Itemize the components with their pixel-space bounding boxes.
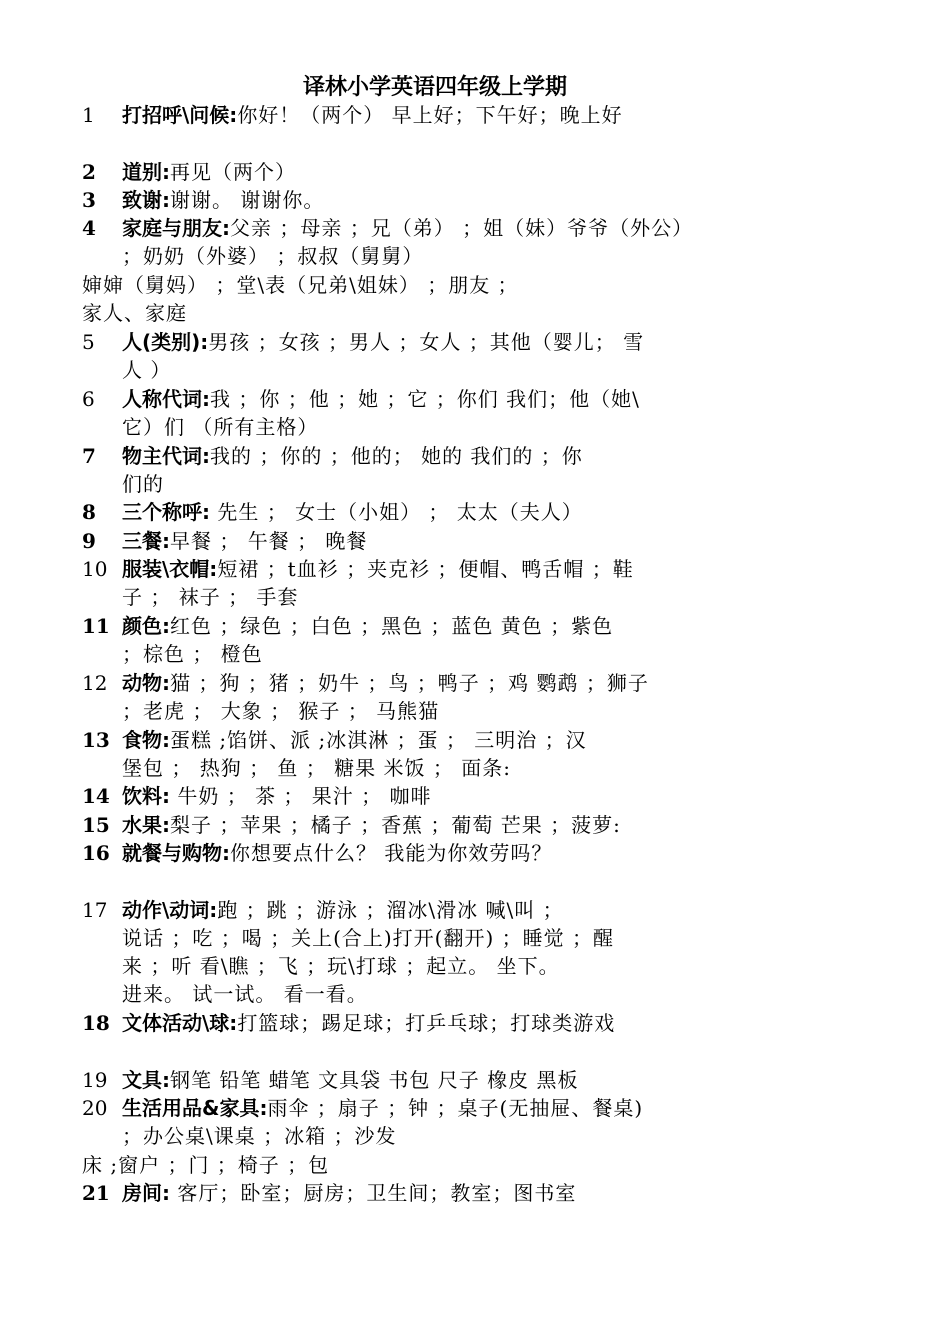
item-number: 19 [82, 1068, 108, 1092]
list-item [82, 811, 792, 839]
item-number: 1 [82, 103, 95, 127]
item-content: 短裙 ；t血衫 ；夹克衫 ；便帽、鸭舌帽 ；鞋 [217, 557, 634, 581]
item-number: 6 [82, 387, 95, 411]
item-label: 三个称呼: [122, 500, 210, 524]
item-number: 4 [82, 216, 96, 240]
item-number: 21 [82, 1181, 110, 1205]
item-content-continued: ；棕色 ； 橙色 [122, 642, 263, 666]
item-content: 男孩 ；女孩 ；男人 ；女人 ；其他（婴儿； 雪 [208, 330, 645, 354]
item-label: 道别: [122, 160, 170, 184]
item-content: 钢笔 铅笔 蜡笔 文具袋 书包 尺子 橡皮 黑板 [170, 1068, 579, 1092]
item-number: 11 [82, 614, 110, 638]
list-item [82, 782, 792, 810]
item-number: 10 [82, 557, 108, 581]
item-content: 我 ；你 ；他 ；她 ；它 ；你们 我们；他（她\ [210, 387, 640, 411]
item-label: 家庭与朋友: [122, 216, 230, 240]
item-label: 服装\衣帽: [122, 557, 218, 581]
item-content: 蛋糕 ;馅饼、派 ;冰淇淋 ；蛋 ； 三明治 ；汉 [170, 728, 587, 752]
item-number: 14 [82, 784, 110, 808]
item-label: 动作\动词: [122, 898, 218, 922]
page-title: 译林小学英语四年级上学期 [302, 75, 567, 100]
item-label: 三餐: [122, 529, 170, 553]
list-item [82, 101, 792, 129]
item-number: 18 [82, 1011, 110, 1035]
list-item [82, 1066, 792, 1094]
list-item [82, 385, 792, 441]
item-content: 红色 ；绿色 ；白色 ；黑色 ；蓝色 黄色 ；紫色 [170, 614, 614, 638]
item-number: 15 [82, 813, 110, 837]
item-label: 水果: [122, 813, 170, 837]
item-content-continued: ；奶奶（外婆） ；叔叔（舅舅） [122, 244, 424, 268]
item-number: 17 [82, 898, 108, 922]
item-content: 客厅；卧室；厨房；卫生间；教室；图书室 [170, 1181, 577, 1205]
continuation-line: 婶婶（舅妈） ；堂\表（兄弟\姐妹） ；朋友 ； [82, 273, 519, 297]
item-number: 5 [82, 330, 95, 354]
item-content: 父亲 ；母亲 ；兄（弟） ；姐（妹）爷爷（外公） [230, 216, 694, 240]
item-content-continued: 堡包 ； 热狗 ； 鱼 ； 糖果 米饭 ； 面条: [122, 756, 511, 780]
item-number: 12 [82, 671, 108, 695]
list-item [82, 726, 792, 782]
item-content: 先生 ； 女士（小姐） ； 太太（夫人） [210, 500, 583, 524]
list-item [82, 158, 792, 186]
item-content: 梨子 ；苹果 ；橘子 ；香蕉 ；葡萄 芒果 ；菠萝: [170, 813, 621, 837]
item-content: 跑 ；跳 ；游泳 ；溜冰\滑冰 喊\叫 ； [217, 898, 564, 922]
item-content: 你好！（两个） 早上好；下午好；晚上好 [237, 103, 623, 127]
list-item [82, 442, 792, 498]
item-number: 16 [82, 841, 110, 865]
item-content: 再见（两个） [170, 160, 296, 184]
item-label: 房间: [122, 1181, 170, 1205]
item-number: 20 [82, 1096, 108, 1120]
item-label: 饮料: [122, 784, 170, 808]
item-content: 雨伞 ；扇子 ；钟 ；桌子(无抽屉、餐桌) [267, 1096, 644, 1120]
item-label: 人(类别): [122, 330, 209, 354]
item-number: 2 [82, 160, 96, 184]
continuation-line: 床 ;窗户 ；门 ；椅子 ；包 [82, 1153, 330, 1177]
item-label: 物主代词: [122, 444, 210, 468]
item-content: 我的 ；你的 ；他的； 她的 我们的 ；你 [210, 444, 583, 468]
item-content-continued: ；办公桌\课桌 ；冰箱 ；沙发 [122, 1124, 397, 1148]
list-item [82, 214, 792, 270]
list-item [82, 186, 792, 214]
item-number: 13 [82, 728, 110, 752]
list-item [82, 669, 792, 725]
item-content: 牛奶 ； 茶 ； 果汁 ； 咖啡 [170, 784, 432, 808]
item-content: 早餐 ； 午餐 ； 晚餐 [170, 529, 368, 553]
item-content-continued: 它）们 （所有主格） [122, 415, 319, 439]
item-label: 文具: [122, 1068, 170, 1092]
list-item [82, 555, 792, 611]
item-label: 人称代词: [122, 387, 210, 411]
item-content: 打篮球；踢足球；打乒乓球；打球类游戏 [237, 1011, 616, 1035]
item-content-continued: 来 ；听 看\瞧 ；飞 ；玩\打球 ；起立。 坐下。 [122, 954, 560, 978]
item-number: 9 [82, 529, 96, 553]
item-content-continued: 进来。 试一试。 看一看。 [122, 982, 368, 1006]
item-content-continued: ；老虎 ； 大象 ； 猴子 ； 马熊猫 [122, 699, 440, 723]
item-label: 颜色: [122, 614, 170, 638]
list-item [82, 1009, 792, 1037]
continuation-line: 家人、家庭 [82, 301, 187, 325]
item-content-continued: 们的 [122, 472, 164, 496]
list-item [82, 527, 792, 555]
item-label: 打招呼\问候: [122, 103, 238, 127]
item-content: 猫 ；狗 ；猪 ；奶牛 ；鸟 ；鸭子 ；鸡 鹦鹉 ；狮子 [170, 671, 649, 695]
list-item [82, 328, 792, 384]
item-label: 生活用品&家具: [122, 1096, 268, 1120]
list-item [82, 1094, 792, 1150]
item-content: 谢谢。 谢谢你。 [170, 188, 325, 212]
list-item [82, 612, 792, 668]
item-content-continued: 说话 ；吃 ；喝 ；关上(合上)打开(翻开) ；睡觉 ；醒 [122, 926, 614, 950]
list-item [82, 896, 792, 1008]
item-label: 致谢: [122, 188, 170, 212]
item-label: 食物: [122, 728, 170, 752]
item-label: 文体活动\球: [122, 1011, 238, 1035]
item-number: 3 [82, 188, 96, 212]
item-number: 8 [82, 500, 96, 524]
item-content: 你想要点什么？ 我能为你效劳吗？ [230, 841, 553, 865]
item-label: 就餐与购物: [122, 841, 230, 865]
list-item [82, 498, 792, 526]
item-label: 动物: [122, 671, 170, 695]
list-item [82, 1179, 792, 1207]
item-content-continued: 子 ； 袜子 ； 手套 [122, 585, 299, 609]
item-number: 7 [82, 444, 96, 468]
item-content-continued: 人 ） [122, 358, 172, 382]
list-item [82, 839, 792, 867]
